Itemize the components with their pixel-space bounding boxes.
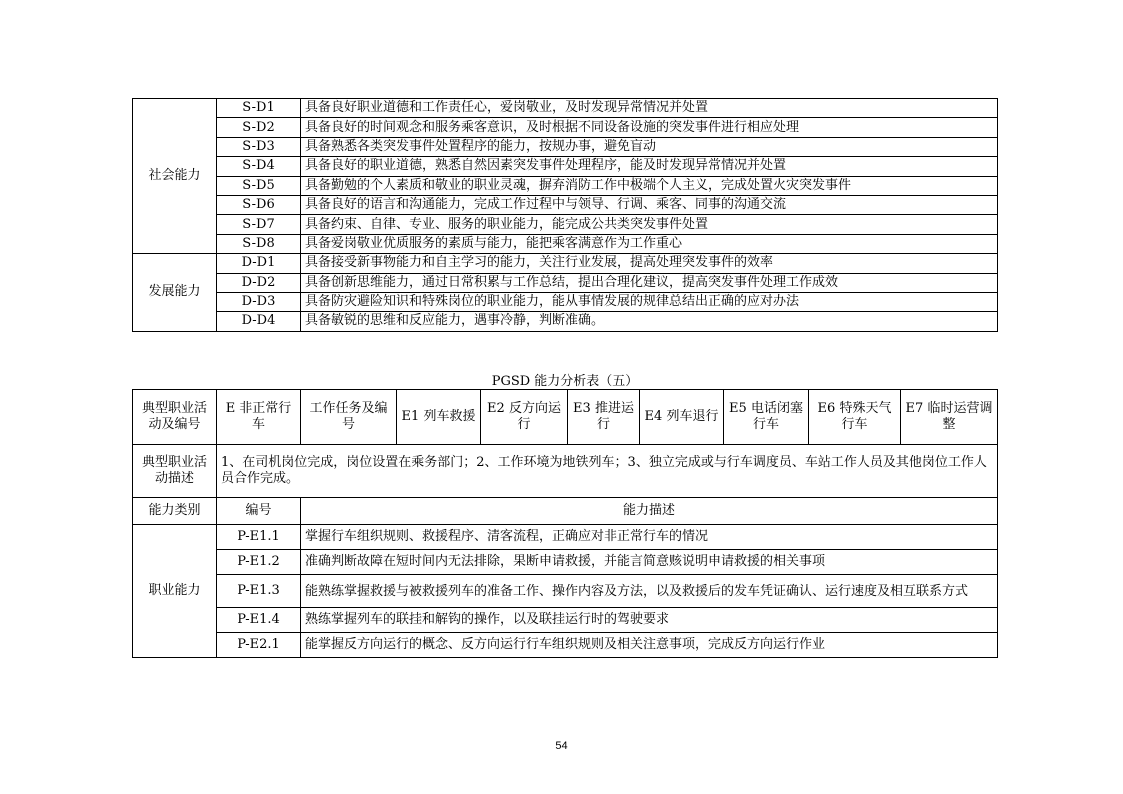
activity-cell: E1 列车救援 [397, 390, 481, 445]
activity-cell: E4 列车退行 [640, 390, 724, 445]
activity-header-label: 典型职业活动及编号 [133, 390, 217, 445]
activity-cell: 工作任务及编号 [301, 390, 397, 445]
activity-cell: E6 特殊天气行车 [809, 390, 901, 445]
activity-cell: E 非正常行车 [217, 390, 301, 445]
page-number: 54 [555, 740, 568, 752]
category-cell: 社会能力 [133, 99, 217, 254]
activity-cell: E3 推进运行 [568, 390, 640, 445]
desc-cell: 熟练掌握列车的联挂和解钩的操作，以及联挂运行时的驾驶要求 [301, 608, 998, 633]
activity-description-label: 典型职业活动描述 [133, 445, 217, 498]
code-cell: S-D2 [217, 118, 301, 137]
column-header-category: 能力类别 [133, 498, 217, 525]
desc-cell: 准确判断故障在短时间内无法排除，果断申请救援，并能言简意赅说明申请救援的相关事项 [301, 550, 998, 575]
code-cell: D-D2 [217, 273, 301, 292]
column-header-desc: 能力描述 [301, 498, 998, 525]
code-cell: P-E1.3 [217, 575, 301, 608]
desc-cell: 掌握行车组织规则、救援程序、清客流程，正确应对非正常行车的情况 [301, 525, 998, 550]
activity-cell: E2 反方向运行 [481, 390, 568, 445]
code-cell: P-E1.4 [217, 608, 301, 633]
code-cell: S-D7 [217, 215, 301, 234]
activity-cell: E5 电话闭塞行车 [724, 390, 809, 445]
desc-cell: 具备防灾避险知识和特殊岗位的职业能力，能从事情发展的规律总结出正确的应对办法 [301, 292, 998, 311]
code-cell: D-D4 [217, 312, 301, 331]
desc-cell: 具备爱岗敬业优质服务的素质与能力，能把乘客满意作为工作重心 [301, 234, 998, 253]
code-cell: P-E1.2 [217, 550, 301, 575]
code-cell: S-D4 [217, 157, 301, 176]
category-cell: 职业能力 [133, 525, 217, 658]
column-header-code: 编号 [217, 498, 301, 525]
desc-cell: 具备良好的语言和沟通能力，完成工作过程中与领导、行调、乘客、同事的沟通交流 [301, 195, 998, 214]
code-cell: S-D8 [217, 234, 301, 253]
desc-cell: 具备接受新事物能力和自主学习的能力，关注行业发展，提高处理突发事件的效率 [301, 254, 998, 273]
desc-cell: 具备勤勉的个人素质和敬业的职业灵魂，摒弃消防工作中极端个人主义，完成处置火灾突发事件 [301, 176, 998, 195]
code-cell: P-E1.1 [217, 525, 301, 550]
desc-cell: 具备创新思维能力，通过日常积累与工作总结，提出合理化建议，提高突发事件处理工作成效 [301, 273, 998, 292]
code-cell: D-D3 [217, 292, 301, 311]
pgsd-ability-table-5 [132, 389, 998, 658]
code-cell: S-D3 [217, 137, 301, 156]
desc-cell: 能掌握反方向运行的概念、反方向运行行车组织规则及相关注意事项，完成反方向运行作业 [301, 633, 998, 658]
code-cell: S-D6 [217, 195, 301, 214]
desc-cell: 具备敏锐的思维和反应能力，遇事冷静，判断准确。 [301, 312, 998, 331]
table-caption: PGSD 能力分析表（五） [491, 374, 639, 389]
code-cell: S-D5 [217, 176, 301, 195]
desc-cell: 具备良好的职业道德，熟悉自然因素突发事件处理程序，能及时发现异常情况并处置 [301, 157, 998, 176]
activity-description-text: 1、在司机岗位完成，岗位设置在乘务部门；2、工作环境为地铁列车；3、独立完成或与行车调度员、车站工作人员及其他岗位工作人员合作完成。 [217, 445, 998, 498]
code-cell: S-D1 [217, 99, 301, 118]
ability-table-continued [132, 98, 998, 332]
category-cell: 发展能力 [133, 254, 217, 332]
desc-cell: 具备良好职业道德和工作责任心，爱岗敬业，及时发现异常情况并处置 [301, 99, 998, 118]
activity-cell: E7 临时运营调整 [901, 390, 998, 445]
code-cell: D-D1 [217, 254, 301, 273]
code-cell: P-E2.1 [217, 633, 301, 658]
desc-cell: 具备约束、自律、专业、服务的职业能力，能完成公共类突发事件处置 [301, 215, 998, 234]
desc-cell: 具备熟悉各类突发事件处置程序的能力，按规办事，避免盲动 [301, 137, 998, 156]
desc-cell: 具备良好的时间观念和服务乘客意识，及时根据不同设备设施的突发事件进行相应处理 [301, 118, 998, 137]
desc-cell: 能熟练掌握救援与被救援列车的准备工作、操作内容及方法，以及救援后的发车凭证确认、运行速度及相互联系方式 [301, 575, 998, 608]
